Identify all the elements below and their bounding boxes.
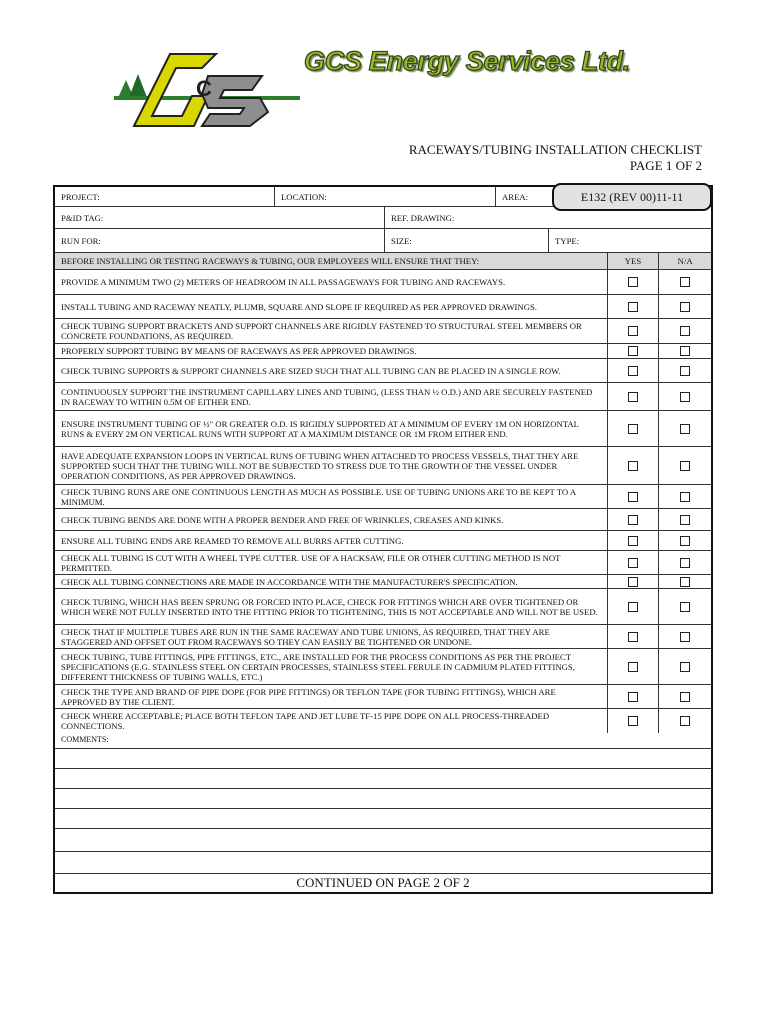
- na-checkbox[interactable]: [680, 424, 690, 434]
- na-cell: [659, 485, 711, 508]
- yes-checkbox[interactable]: [628, 558, 638, 568]
- checklist-items: [55, 270, 711, 733]
- yes-cell: [608, 575, 660, 588]
- checklist-item-row: [55, 295, 711, 319]
- yes-cell: [608, 685, 660, 708]
- na-cell: [659, 685, 711, 708]
- comments-label: COMMENTS:: [61, 735, 109, 744]
- yes-cell: [608, 589, 660, 624]
- na-checkbox[interactable]: [680, 577, 690, 587]
- na-cell: [659, 531, 711, 550]
- checklist-item-text: CHECK TUBING, TUBE FITTINGS, PIPE FITTINGS, ETC., ARE INSTALLED FOR THE PROCESS CONDITIONS AS PER THE PROJECT SPECIFICATIONS (E.G. STAINLESS STEEL ON CERTAIN PROCESSES, STAINLESS STEEL FERULE IN CADMIUM PLATED FITTINGS, DIFFERENT THICKNESS OF TUBING WALLS, ETC.): [55, 649, 608, 684]
- na-cell: [659, 295, 711, 318]
- checklist-item-row: [55, 344, 711, 359]
- na-cell: [659, 709, 711, 733]
- yes-checkbox[interactable]: [628, 692, 638, 702]
- na-checkbox[interactable]: [680, 536, 690, 546]
- na-cell: [659, 509, 711, 530]
- checklist-item-text: HAVE ADEQUATE EXPANSION LOOPS IN VERTICAL RUNS OF TUBING WHEN ATTACHED TO PROCESS VESSELS, THAT THEY ARE SUPPORTED SUCH THAT THE TUBING WILL NOT BE SUBJECTED TO STRESS DUE TO THE GROWTH OF THE VESSEL UNDER OPERATION CONDITIONS, AS PER APPROVED DRAWINGS.: [55, 447, 608, 484]
- checklist-item-row: [55, 685, 711, 709]
- na-checkbox[interactable]: [680, 662, 690, 672]
- checklist-item-text: CONTINUOUSLY SUPPORT THE INSTRUMENT CAPILLARY LINES AND TUBING, (LESS THAN ½ O.D.) AND ARE SECURELY FASTENED IN RACEWAY TO WITHIN 0.5M OF EITHER END.: [55, 383, 608, 410]
- checklist-item-text: PROVIDE A MINIMUM TWO (2) METERS OF HEADROOM IN ALL PASSAGEWAYS FOR TUBING AND RACEWAYS.: [55, 270, 608, 294]
- na-checkbox[interactable]: [680, 692, 690, 702]
- na-checkbox[interactable]: [680, 515, 690, 525]
- checklist-item-row: [55, 270, 711, 295]
- checklist-item-row: [55, 383, 711, 411]
- na-checkbox[interactable]: [680, 302, 690, 312]
- checklist-item-text: PROPERLY SUPPORT TUBING BY MEANS OF RACEWAYS AS PER APPROVED DRAWINGS.: [55, 344, 608, 358]
- comment-line[interactable]: [55, 749, 711, 769]
- na-checkbox[interactable]: [680, 461, 690, 471]
- na-cell: [659, 359, 711, 382]
- yes-cell: [608, 344, 660, 358]
- yes-cell: [608, 359, 660, 382]
- na-checkbox[interactable]: [680, 366, 690, 376]
- na-cell: [659, 383, 711, 410]
- checklist-item-text: CHECK TUBING RUNS ARE ONE CONTINUOUS LENGTH AS MUCH AS POSSIBLE. USE OF TUBING UNIONS ARE TO BE KEPT TO A MINIMUM.: [55, 485, 608, 508]
- comment-line[interactable]: [55, 789, 711, 809]
- checklist-item-text: CHECK WHERE ACCEPTABLE; PLACE BOTH TEFLON TAPE AND JET LUBE TF-15 PIPE DOPE ON ALL PROCESS-THREADED CONNECTIONS.: [55, 709, 608, 733]
- checklist-item-text: INSTALL TUBING AND RACEWAY NEATLY, PLUMB, SQUARE AND SLOPE IF REQUIRED AS PER APPROVED DRAWINGS.: [55, 295, 608, 318]
- na-checkbox[interactable]: [680, 716, 690, 726]
- checklist-item-text: CHECK TUBING BENDS ARE DONE WITH A PROPER BENDER AND FREE OF WRINKLES, CREASES AND KINKS.: [55, 509, 608, 530]
- checklist-item-text: CHECK TUBING SUPPORT BRACKETS AND SUPPORT CHANNELS ARE RIGIDLY FASTENED TO STRUCTURAL STEEL MEMBERS OR CONCRETE FOUNDATIONS, AS REQUIRED.: [55, 319, 608, 343]
- size-field[interactable]: SIZE:: [385, 229, 549, 252]
- checklist-item-row: [55, 551, 711, 575]
- document-title: RACEWAYS/TUBING INSTALLATION CHECKLIST: [408, 142, 702, 157]
- na-cell: [659, 575, 711, 588]
- yes-checkbox[interactable]: [628, 577, 638, 587]
- yes-cell: [608, 319, 660, 343]
- yes-cell: [608, 625, 660, 648]
- checklist-item-text: ENSURE ALL TUBING ENDS ARE REAMED TO REMOVE ALL BURRS AFTER CUTTING.: [55, 531, 608, 550]
- yes-cell: [608, 270, 660, 294]
- ref-drawing-field[interactable]: REF. DRAWING:: [391, 212, 455, 223]
- yes-checkbox[interactable]: [628, 662, 638, 672]
- na-cell: [659, 344, 711, 358]
- na-checkbox[interactable]: [680, 602, 690, 612]
- checklist-intro-row: [55, 253, 711, 270]
- yes-checkbox[interactable]: [628, 492, 638, 502]
- yes-cell: [608, 531, 660, 550]
- na-cell: [659, 319, 711, 343]
- yes-checkbox[interactable]: [628, 302, 638, 312]
- project-field[interactable]: PROJECT:: [55, 187, 275, 206]
- comment-line[interactable]: [55, 829, 711, 852]
- yes-cell: [608, 383, 660, 410]
- checklist-item-row: [55, 589, 711, 625]
- checklist-item-text: CHECK ALL TUBING IS CUT WITH A WHEEL TYPE CUTTER. USE OF A HACKSAW, FILE OR OTHER CUTTING METHOD IS NOT PERMITTED.: [55, 551, 608, 574]
- continued-note: CONTINUED ON PAGE 2 OF 2: [296, 875, 470, 890]
- checklist-item-row: [55, 319, 711, 344]
- run-for-field[interactable]: RUN FOR:: [55, 229, 385, 252]
- yes-checkbox[interactable]: [628, 326, 638, 336]
- checklist-item-row: [55, 509, 711, 531]
- na-cell: [659, 270, 711, 294]
- yes-cell: [608, 295, 660, 318]
- checklist-item-row: [55, 485, 711, 509]
- na-checkbox[interactable]: [680, 346, 690, 356]
- na-cell: [659, 625, 711, 648]
- checklist-item-row: [55, 575, 711, 589]
- na-checkbox[interactable]: [680, 492, 690, 502]
- checklist-item-text: CHECK TUBING SUPPORTS & SUPPORT CHANNELS ARE SIZED SUCH THAT ALL TUBING CAN BE PLACED IN A SINGLE ROW.: [55, 359, 608, 382]
- checklist-item-text: CHECK THE TYPE AND BRAND OF PIPE DOPE (FOR PIPE FITTINGS) OR TEFLON TAPE (FOR TUBING FITTINGS), WHICH ARE APPROVED BY THE CLIENT.: [55, 685, 608, 708]
- yes-cell: [608, 447, 660, 484]
- area-field[interactable]: AREA:: [502, 191, 529, 202]
- company-logo: [112, 46, 304, 132]
- comment-line[interactable]: [55, 769, 711, 789]
- na-checkbox[interactable]: [680, 558, 690, 568]
- na-cell: [659, 649, 711, 684]
- yes-checkbox[interactable]: [628, 515, 638, 525]
- na-checkbox[interactable]: [680, 392, 690, 402]
- checklist-item-row: [55, 625, 711, 649]
- na-checkbox[interactable]: [680, 326, 690, 336]
- header-row-3: [55, 229, 711, 253]
- checklist-form: [53, 185, 713, 894]
- pid-tag-field[interactable]: P&ID TAG:: [55, 207, 385, 228]
- yes-column-header: YES: [608, 253, 660, 269]
- yes-cell: [608, 649, 660, 684]
- document-title-block: [409, 142, 702, 174]
- checklist-item-row: [55, 709, 711, 733]
- yes-checkbox[interactable]: [628, 366, 638, 376]
- checklist-item-row: [55, 649, 711, 685]
- yes-cell: [608, 485, 660, 508]
- checklist-item-row: [55, 531, 711, 551]
- comment-line[interactable]: [55, 852, 711, 874]
- yes-checkbox[interactable]: [628, 392, 638, 402]
- na-cell: [659, 589, 711, 624]
- na-checkbox[interactable]: [680, 632, 690, 642]
- checklist-item-text: CHECK THAT IF MULTIPLE TUBES ARE RUN IN THE SAME RACEWAY AND TUBE UNIONS, AS REQUIRED, THAT THEY ARE STAGGERED AND OFFSET OUT FROM RACEWAYS SO THEY CAN EASILY BE TIGHTENED OR UNDONE.: [55, 625, 608, 648]
- na-checkbox[interactable]: [680, 277, 690, 287]
- yes-checkbox[interactable]: [628, 632, 638, 642]
- comment-line[interactable]: [55, 809, 711, 829]
- revision-code: E132 (REV 00)11-11: [552, 183, 712, 211]
- checklist-item-row: [55, 447, 711, 485]
- checklist-intro: BEFORE INSTALLING OR TESTING RACEWAYS & TUBING, OUR EMPLOYEES WILL ENSURE THAT THEY:: [55, 253, 608, 269]
- checklist-item-row: [55, 411, 711, 447]
- yes-checkbox[interactable]: [628, 461, 638, 471]
- type-field[interactable]: TYPE:: [555, 235, 580, 246]
- logo-c-letter: C: [196, 76, 212, 101]
- yes-checkbox[interactable]: [628, 716, 638, 726]
- yes-cell: [608, 509, 660, 530]
- company-name: GCS Energy Services Ltd.: [304, 46, 630, 76]
- na-cell: [659, 411, 711, 446]
- yes-checkbox[interactable]: [628, 277, 638, 287]
- checklist-item-row: [55, 359, 711, 383]
- yes-cell: [608, 709, 660, 733]
- yes-cell: [608, 411, 660, 446]
- yes-checkbox[interactable]: [628, 602, 638, 612]
- comments-row[interactable]: [55, 733, 711, 749]
- page-number: PAGE 1 OF 2: [629, 158, 702, 173]
- checklist-item-text: ENSURE INSTRUMENT TUBING OF ½" OR GREATER O.D. IS RIGIDLY SUPPORTED AT A MINIMUM OF EVERY 1M ON HORIZONTAL RUNS & EVERY 2M ON VERTICAL RUNS WITH SUPPORT AT A MAXIMUM DISTANCE OR 1M FROM EITHER END.: [55, 411, 608, 446]
- location-field[interactable]: LOCATION:: [275, 187, 496, 206]
- yes-cell: [608, 551, 660, 574]
- na-column-header: N/A: [677, 256, 693, 266]
- na-cell: [659, 447, 711, 484]
- na-cell: [659, 551, 711, 574]
- yes-checkbox[interactable]: [628, 536, 638, 546]
- checklist-item-text: CHECK TUBING, WHICH HAS BEEN SPRUNG OR FORCED INTO PLACE, CHECK FOR FITTINGS WHICH ARE OVER TIGHTENED OR WHICH WERE NOT FULLY INSERTED INTO THE FITTING PRIOR TO TIGHTENING, THIS IS NOT ACCEPTABLE AND WILL NOT BE USED.: [55, 589, 608, 624]
- yes-checkbox[interactable]: [628, 424, 638, 434]
- checklist-item-text: CHECK ALL TUBING CONNECTIONS ARE MADE IN ACCORDANCE WITH THE MANUFACTURER'S SPECIFICATION.: [55, 575, 608, 588]
- yes-checkbox[interactable]: [628, 346, 638, 356]
